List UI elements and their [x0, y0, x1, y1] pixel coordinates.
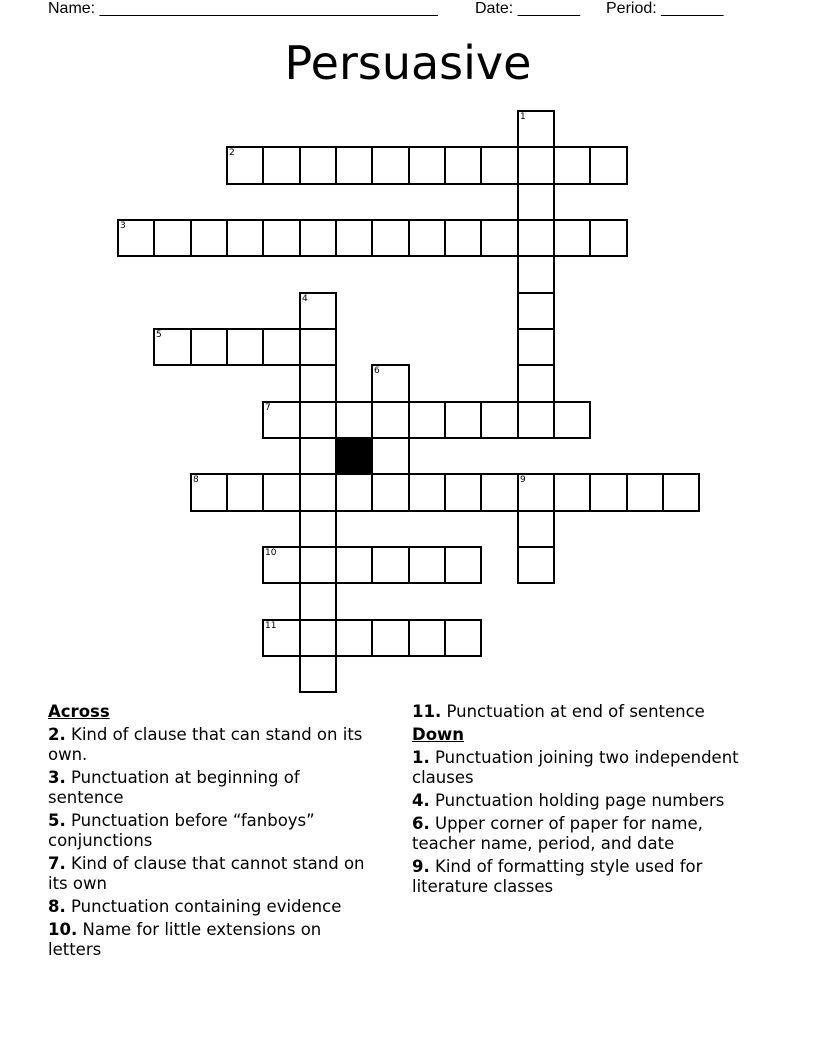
clue-across-10: 10. Name for little extensions on letters [48, 920, 322, 959]
grid-cell[interactable] [153, 328, 192, 366]
grid-cell[interactable] [517, 110, 555, 148]
grid-cell[interactable] [662, 473, 700, 512]
clues-column-left [48, 702, 378, 963]
grid-cell[interactable] [444, 146, 482, 185]
grid-cell[interactable] [408, 146, 446, 185]
grid-cell[interactable] [299, 146, 337, 185]
clue-down-1: 1. Punctuation joining two independent clauses [412, 748, 739, 787]
grid-cell[interactable] [299, 655, 337, 693]
grid-cell[interactable] [626, 473, 664, 512]
grid-cell[interactable] [480, 146, 519, 185]
grid-cell[interactable] [226, 473, 264, 512]
grid-cell[interactable] [262, 146, 301, 185]
grid-cell[interactable] [371, 401, 410, 439]
grid-cell[interactable] [517, 146, 555, 185]
grid-cell[interactable] [589, 473, 628, 512]
clue-number: 5 [156, 330, 162, 340]
grid-cell[interactable] [371, 619, 410, 657]
grid-cell[interactable] [117, 219, 155, 257]
clue-number: 2 [229, 148, 235, 158]
grid-cell[interactable] [371, 546, 410, 584]
grid-cell[interactable] [299, 437, 337, 475]
grid-cell[interactable] [262, 401, 301, 439]
date-field[interactable]: Date: _______ [475, 0, 580, 17]
grid-cell[interactable] [444, 473, 482, 512]
clue-number: 4 [302, 294, 308, 304]
grid-cell[interactable] [444, 619, 482, 657]
clue-number: 6 [374, 366, 380, 376]
down-heading: Down [412, 725, 465, 744]
grid-cell[interactable] [335, 219, 373, 257]
grid-cell[interactable] [335, 619, 373, 657]
grid-cell[interactable] [226, 328, 264, 366]
grid-cell[interactable] [408, 619, 446, 657]
grid-cell[interactable] [262, 473, 301, 512]
clue-down-4: 4. Punctuation holding page numbers [412, 791, 725, 810]
blocked-cell [335, 437, 373, 475]
clue-number: 1 [520, 112, 526, 122]
grid-cell[interactable] [371, 219, 410, 257]
grid-cell[interactable] [553, 146, 591, 185]
grid-cell[interactable] [190, 473, 228, 512]
clue-number: 7 [265, 403, 271, 413]
grid-cell[interactable] [480, 401, 519, 439]
grid-cell[interactable] [262, 328, 301, 366]
grid-cell[interactable] [480, 473, 519, 512]
grid-cell[interactable] [517, 401, 555, 439]
grid-cell[interactable] [335, 146, 373, 185]
grid-cell[interactable] [517, 219, 555, 257]
clue-across-8: 8. Punctuation containing evidence [48, 897, 342, 916]
clue-number: 3 [120, 221, 126, 231]
grid-cell[interactable] [517, 292, 555, 330]
name-field[interactable]: Name: ______________________________________ [48, 0, 438, 17]
clues-column-right [412, 702, 762, 900]
grid-cell[interactable] [408, 401, 446, 439]
across-heading: Across [48, 702, 110, 721]
clue-across-3: 3. Punctuation at beginning of sentence [48, 768, 300, 807]
grid-cell[interactable] [589, 219, 628, 257]
grid-cell[interactable] [553, 473, 591, 512]
grid-cell[interactable] [299, 510, 337, 548]
clue-across-5: 5. Punctuation before “fanboys” conjunctions [48, 811, 315, 850]
grid-cell[interactable] [517, 473, 555, 512]
grid-cell[interactable] [553, 219, 591, 257]
grid-cell[interactable] [589, 146, 628, 185]
clue-number: 8 [193, 475, 199, 485]
grid-cell[interactable] [408, 546, 446, 584]
grid-cell[interactable] [517, 183, 555, 221]
grid-cell[interactable] [371, 437, 410, 475]
grid-cell[interactable] [299, 328, 337, 366]
clue-down-6: 6. Upper corner of paper for name, teacher name, period, and date [412, 814, 703, 853]
clue-across-7: 7. Kind of clause that cannot stand on its own [48, 854, 365, 893]
grid-cell[interactable] [371, 146, 410, 185]
clue-number: 11 [265, 621, 277, 631]
clue-number: 9 [520, 475, 526, 485]
clue-down-9: 9. Kind of formatting style used for literature classes [412, 857, 703, 896]
grid-cell[interactable] [517, 546, 555, 584]
grid-cell[interactable] [517, 328, 555, 366]
grid-cell[interactable] [408, 473, 446, 512]
grid-cell[interactable] [226, 219, 264, 257]
grid-cell[interactable] [262, 619, 301, 657]
grid-cell[interactable] [299, 582, 337, 621]
grid-cell[interactable] [335, 473, 373, 512]
grid-cell[interactable] [226, 146, 264, 185]
grid-cell[interactable] [371, 364, 410, 403]
grid-cell[interactable] [299, 292, 337, 330]
grid-cell[interactable] [444, 546, 482, 584]
grid-cell[interactable] [299, 619, 337, 657]
grid-cell[interactable] [299, 364, 337, 403]
period-field[interactable]: Period: _______ [606, 0, 724, 17]
clue-number: 10 [265, 548, 277, 558]
grid-cell[interactable] [299, 546, 337, 584]
grid-cell[interactable] [299, 473, 337, 512]
grid-cell[interactable] [190, 219, 228, 257]
grid-cell[interactable] [262, 546, 301, 584]
grid-cell[interactable] [517, 255, 555, 294]
grid-cell[interactable] [553, 401, 591, 439]
grid-cell[interactable] [480, 219, 519, 257]
grid-cell[interactable] [444, 219, 482, 257]
grid-cell[interactable] [517, 364, 555, 403]
grid-cell[interactable] [190, 328, 228, 366]
grid-cell[interactable] [335, 401, 373, 439]
grid-cell[interactable] [299, 219, 337, 257]
grid-cell[interactable] [335, 546, 373, 584]
clue-across-2: 2. Kind of clause that can stand on its own. [48, 725, 363, 764]
puzzle-title: Persuasive [284, 36, 532, 90]
grid-cell[interactable] [371, 473, 410, 512]
grid-cell[interactable] [262, 219, 301, 257]
grid-cell[interactable] [444, 401, 482, 439]
grid-cell[interactable] [517, 510, 555, 548]
grid-cell[interactable] [153, 219, 192, 257]
grid-cell[interactable] [408, 219, 446, 257]
grid-cell[interactable] [299, 401, 337, 439]
clue-across-11: 11. Punctuation at end of sentence [412, 702, 705, 721]
